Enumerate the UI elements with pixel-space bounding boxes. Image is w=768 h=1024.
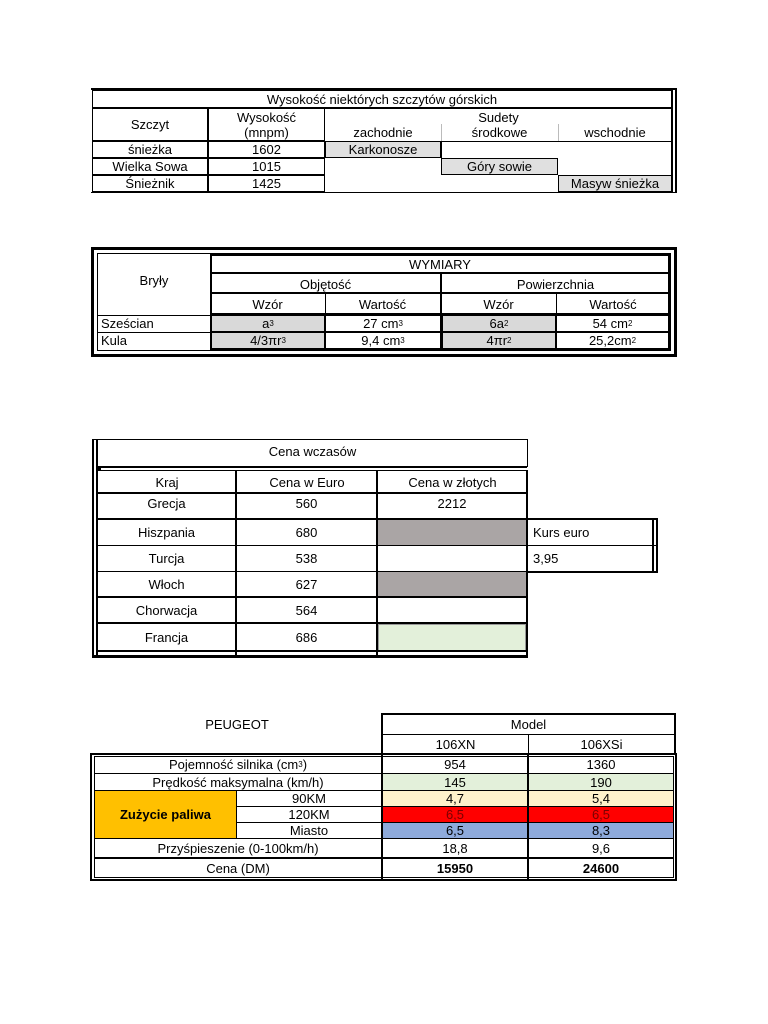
table-row-name: Wielka Sowa [92,158,208,175]
solid-name: Sześcian [101,316,154,331]
volume-formula: 4/3πr 3 [210,332,325,350]
area-formula: 6a 2 [441,315,556,332]
wzor-header: Wzór [252,296,283,312]
col-header-wschodnie: wschodnie [584,125,646,140]
table-row-pln [378,546,526,571]
zuzycie-row-label: 120KM [288,807,330,822]
table-row-name: śnieżka [92,141,208,158]
zuzycie-row-label: 90KM [292,791,326,806]
wysokosc-label: Wysokość [236,109,297,125]
table-row-name: Śnieżnik [92,175,208,192]
table-row-pln [378,572,526,597]
col-header-szczyt: Szczyt [92,108,208,141]
pojemnosc-label: Pojemność silnika (cm 3 ) [168,757,308,772]
table3-title: Cena wczasów [268,443,357,459]
predkosc-label: Prędkość maksymalna (km/h) [152,774,324,790]
area-value: 25,2cm 2 [556,332,670,350]
zuzycie-a: 6,5 [383,807,527,822]
region-cell: Góry sowie [441,158,558,175]
objetosc-header: Objętość [299,276,352,292]
pojemnosc-a: 954 [444,757,466,772]
table-row-kraj: Włoch [148,576,185,592]
table-row-height: 1602 [208,141,325,158]
wartosc-header: Wartość [358,296,407,312]
volume-value: 9,4 cm 3 [325,332,441,350]
kurs-euro-value: 3,95 [533,551,559,566]
table-row-pln [378,598,526,622]
region-cell: Masyw śnieżka [558,175,672,192]
zuzycie-a: 4,7 [383,791,527,806]
area-value: 54 cm 2 [556,315,670,332]
model-a-header: 106XN [435,737,476,752]
table-row-euro: 560 [295,495,318,511]
kurs-euro-label: Kurs euro [533,525,590,540]
zuzycie-label: Zużycie paliwa [95,791,236,838]
col-header-euro: Cena w Euro [269,474,345,490]
table-row-height: 1425 [208,175,325,192]
przyspieszenie-b: 9,6 [591,840,611,856]
solid-name: Kula [101,333,128,348]
table-row-pln [378,520,526,545]
zuzycie-b: 6,5 [529,807,673,822]
table-row-kraj: Francja [144,629,189,645]
table-row-euro: 538 [295,551,318,566]
cena-label: Cena (DM) [206,861,270,876]
bryly-header: Bryły [139,273,169,288]
area-formula: 4πr 2 [441,332,556,350]
table-row-kraj: Chorwacja [135,602,198,618]
brand-label: PEUGEOT [205,716,269,732]
model-b-header: 106XSi [580,737,623,752]
region-cell: Karkonosze [325,141,441,158]
wzor-header: Wzór [483,296,514,312]
table-row-euro: 686 [295,629,318,645]
przyspieszenie-label: Przyśpieszenie (0-100km/h) [157,840,319,856]
col-header-wysokosc [208,108,325,141]
col-header-pln: Cena w złotych [408,474,497,490]
table-row-height: 1015 [208,158,325,175]
zuzycie-b: 8,3 [529,823,673,838]
col-header-srodkowe: środkowe [471,125,528,140]
volume-formula: a 3 [210,315,325,332]
zuzycie-a: 6,5 [383,823,527,838]
table-row-euro: 680 [295,524,318,540]
col-header-sudety: Sudety [325,108,672,125]
table-row-euro: 627 [295,576,318,592]
wartosc-header: Wartość [589,296,637,312]
table-row-pln [378,624,526,651]
pojemnosc-b: 1360 [586,757,616,772]
col-header-kraj: Kraj [155,474,179,490]
zuzycie-b: 5,4 [529,791,673,806]
table1-title: Wysokość niektórych szczytów górskich [92,90,672,108]
table-row-pln: 2212 [437,495,467,511]
cena-b: 24600 [582,861,620,876]
model-header: Model [510,716,547,732]
predkosc-a: 145 [383,774,527,790]
zuzycie-row-label: Miasto [289,823,329,838]
table-row-kraj: Grecja [147,495,186,511]
table-row-kraj: Hiszpania [137,524,196,540]
powierzchnia-header: Powierzchnia [516,276,595,292]
cena-a: 15950 [436,861,474,876]
przyspieszenie-a: 18,8 [442,840,468,856]
table-row-euro: 564 [295,602,318,618]
table-row-kraj: Turcja [148,551,185,566]
volume-value: 27 cm 3 [325,315,441,332]
wymiary-header: WYMIARY [409,256,471,272]
predkosc-b: 190 [529,774,673,790]
wysokosc-unit: (mnpm) [244,124,289,140]
col-header-zachodnie: zachodnie [353,125,413,140]
